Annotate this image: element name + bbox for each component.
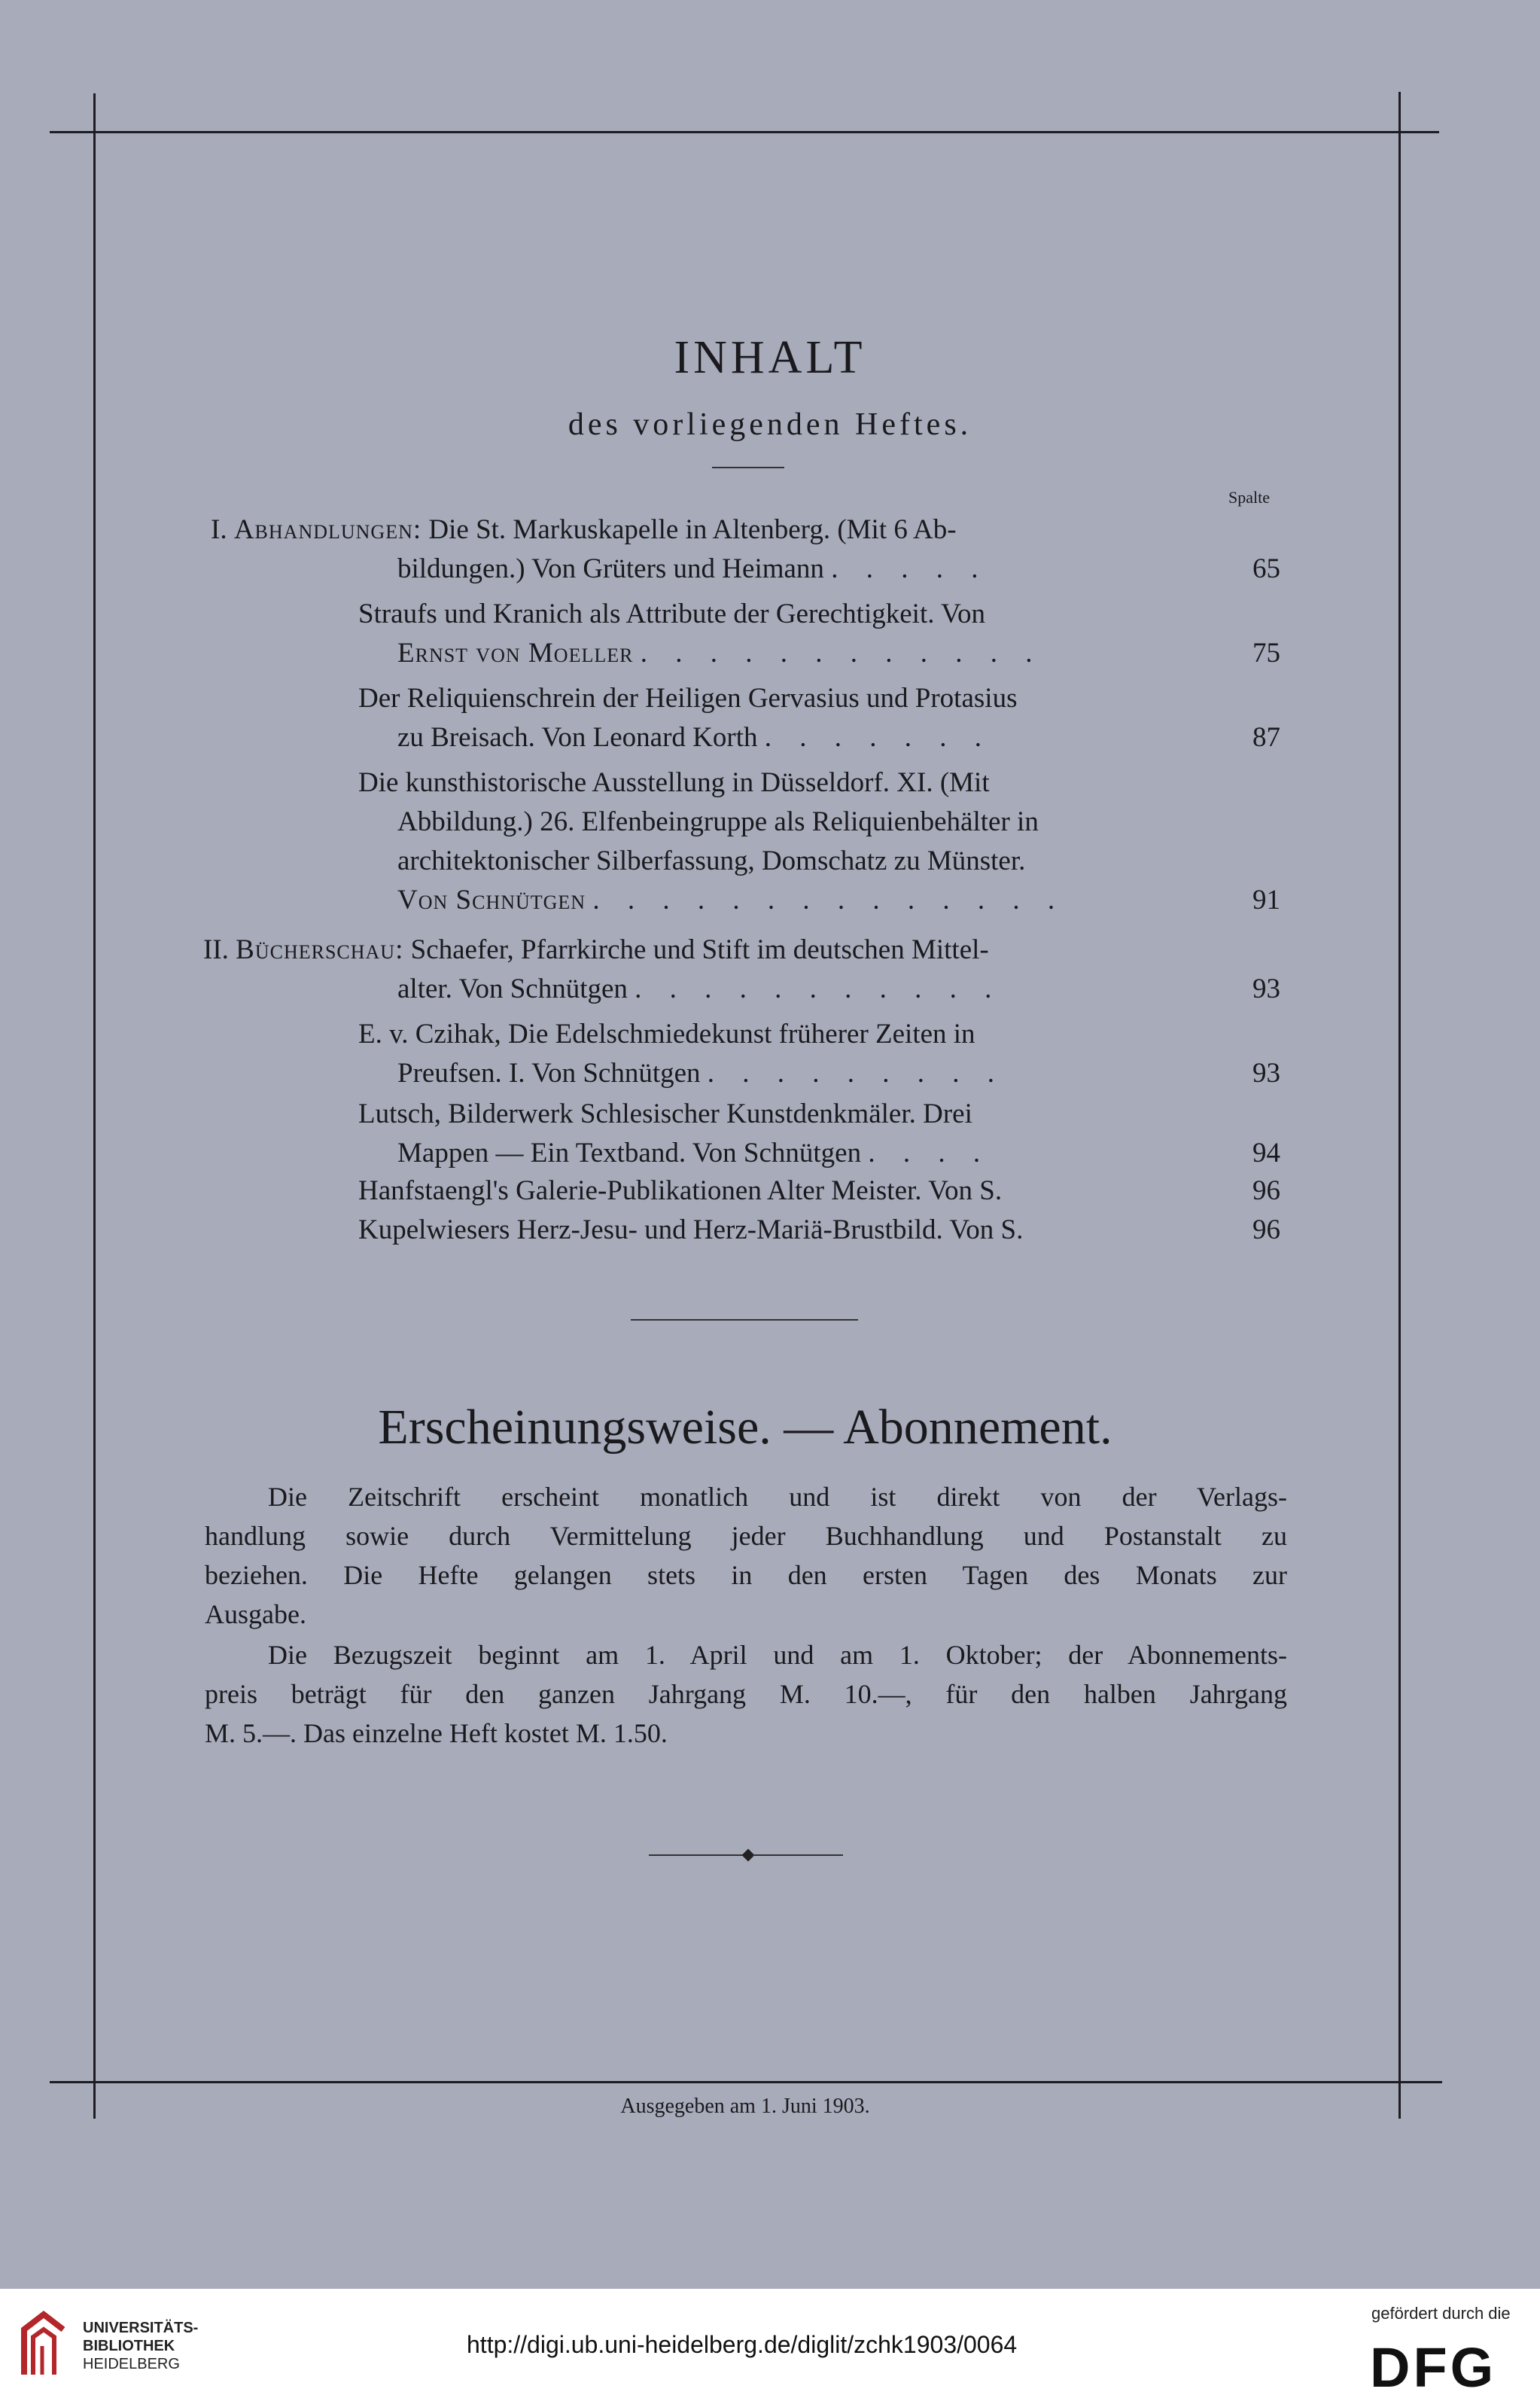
paragraph-line: Die Zeitschrift erscheint monatlich und ist direkt von der Verlags-	[268, 1482, 1287, 1512]
toc-line	[397, 718, 992, 757]
toc-entry-text: Lutsch, Bilderwerk Schlesischer Kunstdenkmäler. Drei	[358, 1098, 972, 1129]
subscription-paragraph-2	[205, 1635, 1287, 1753]
toc-page-number: 93	[1252, 974, 1280, 1004]
toc-entry-text: bildungen.) Von Grüters und Heimann	[397, 553, 824, 584]
toc-entry-text: Ernst von Moeller	[397, 638, 634, 669]
toc-entry-text: Abbildung.) 26. Elfenbeingruppe als Reliquienbehälter in	[397, 806, 1039, 837]
toc-entry-text: Die kunsthistorische Ausstellung in Düsseldorf. XI. (Mit	[358, 767, 990, 798]
toc-entry-text: Hanfstaengl's Galerie-Publikationen Alter Meister. Von S.	[358, 1175, 1003, 1206]
leader-dots: . . . . . . . . . . .	[635, 974, 1003, 1004]
toc-page-number: 96	[1252, 1214, 1280, 1245]
toc-entry-text: alter. Von Schnütgen	[397, 974, 628, 1004]
toc-page-number: 91	[1252, 885, 1280, 916]
subscription-title: Erscheinungsweise. — Abonnement.	[378, 1400, 1112, 1455]
toc-page-number: 96	[1252, 1175, 1280, 1206]
library-name-line: UNIVERSITÄTS-	[83, 2320, 199, 2336]
paragraph-line: handlung sowie durch Vermittelung jeder Buchhandlung und Postanstalt zu	[205, 1521, 1287, 1551]
toc-entry-text: architektonischer Silberfassung, Domschatz zu Münster.	[397, 846, 1026, 876]
university-library-logo-icon	[17, 2307, 71, 2382]
toc-line	[358, 679, 1017, 718]
section-heading: Abhandlungen:	[233, 514, 422, 545]
leader-dots: . . . .	[868, 1138, 991, 1169]
leader-dots: . . . . . . . . . . . . . .	[592, 885, 1066, 916]
subscription-paragraph-1	[205, 1477, 1287, 1634]
section-numeral: II.	[203, 934, 229, 965]
toc-page-number: 65	[1252, 553, 1280, 584]
toc-page-number: 93	[1252, 1058, 1280, 1089]
section-numeral: I.	[211, 514, 227, 545]
title-divider	[712, 467, 784, 468]
paragraph-line: M. 5.—. Das einzelne Heft kostet M. 1.50.	[205, 1718, 668, 1748]
toc-line	[397, 970, 1002, 1009]
toc-line	[358, 1172, 1002, 1211]
section-heading: Bücherschau:	[236, 934, 404, 965]
toc-page-number: 75	[1252, 638, 1280, 669]
ornament-rule-left	[649, 1854, 744, 1856]
toc-entry-text: Der Reliquienschrein der Heiligen Gervasius und Protasius	[358, 683, 1018, 714]
dfg-logo: DFG	[1370, 2336, 1497, 2399]
toc-entry-text: Von Schnütgen	[397, 885, 586, 916]
toc-entry-text: Straufs und Kranich als Attribute der Gerechtigkeit. Von	[358, 599, 986, 629]
toc-line	[397, 1134, 991, 1173]
frame-bottom-rule	[50, 2081, 1442, 2083]
toc-line	[358, 1211, 1023, 1250]
frame-right-rule	[1398, 92, 1401, 2119]
paragraph-line: Die Bezugszeit beginnt am 1. April und am 1. Oktober; der Abonnements-	[268, 1640, 1287, 1670]
leader-dots: . . . . . . . . . . . .	[640, 638, 1043, 669]
toc-line	[397, 1054, 1005, 1093]
toc-entry-text: Preufsen. I. Von Schnütgen	[397, 1058, 701, 1089]
toc-line	[211, 510, 957, 550]
permalink-url[interactable]: http://digi.ub.uni-heidelberg.de/diglit/zchk1903/0064	[467, 2331, 1018, 2358]
footer-bar	[0, 2289, 1540, 2401]
toc-page-number: 87	[1252, 722, 1280, 753]
leader-dots: . . . . . . .	[764, 722, 992, 753]
toc-line	[358, 1095, 972, 1134]
toc-entry-text: Kupelwiesers Herz-Jesu- und Herz-Mariä-Brustbild. Von S.	[358, 1214, 1024, 1245]
library-name-line: HEIDELBERG	[83, 2356, 180, 2372]
toc-entry-text: Schaefer, Pfarrkirche und Stift im deutschen Mittel-	[410, 934, 989, 965]
column-label: Spalte	[1228, 488, 1270, 507]
toc-line	[397, 550, 988, 589]
leader-dots: . . . . .	[831, 553, 989, 584]
toc-line	[358, 763, 990, 803]
issue-date: Ausgegeben am 1. Juni 1903.	[620, 2095, 870, 2118]
toc-line	[397, 634, 1042, 673]
toc-line	[358, 595, 985, 634]
toc-line	[203, 931, 989, 970]
page-subtitle: des vorliegenden Heftes.	[568, 407, 972, 442]
university-library-name	[83, 2319, 198, 2373]
toc-line	[397, 842, 1025, 881]
ornament-rule-right	[753, 1854, 843, 1856]
frame-top-rule	[50, 131, 1439, 133]
toc-line	[397, 881, 1065, 920]
toc-page-number: 94	[1252, 1138, 1280, 1169]
leader-dots: . . . . . . . . .	[707, 1058, 1006, 1089]
toc-line	[358, 1015, 975, 1054]
paragraph-line: Ausgabe.	[205, 1599, 306, 1629]
section-divider	[631, 1319, 858, 1321]
paragraph-line: beziehen. Die Hefte gelangen stets in den ersten Tagen des Monats zur	[205, 1560, 1287, 1590]
toc-entry-text: zu Breisach. Von Leonard Korth	[397, 722, 758, 753]
toc-entry-text: Die St. Markuskapelle in Altenberg. (Mit 6 Ab-	[428, 514, 957, 545]
page-title: INHALT	[674, 332, 866, 383]
toc-line	[397, 803, 1039, 842]
paragraph-line: preis beträgt für den ganzen Jahrgang M. 10.—, für den halben Jahrgang	[205, 1679, 1287, 1709]
frame-left-rule	[93, 93, 96, 2119]
library-name-line: BIBLIOTHEK	[83, 2338, 175, 2354]
funded-by-label: gefördert durch die	[1371, 2304, 1511, 2323]
toc-entry-text: E. v. Czihak, Die Edelschmiedekunst früherer Zeiten in	[358, 1019, 975, 1050]
toc-entry-text: Mappen — Ein Textband. Von Schnütgen	[397, 1138, 862, 1169]
